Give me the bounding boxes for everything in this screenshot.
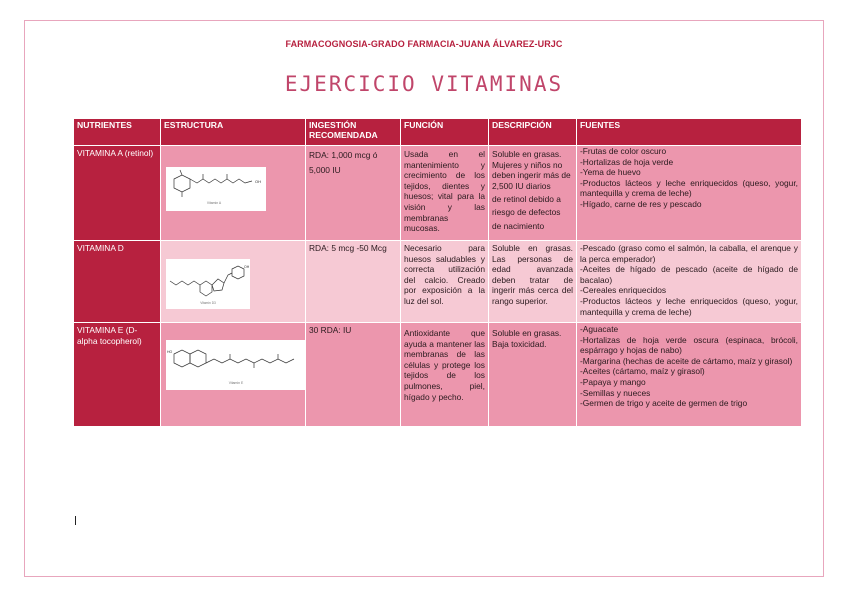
ingestion-line: 30 RDA: IU bbox=[309, 325, 352, 335]
description-cell bbox=[489, 146, 577, 241]
description-cell bbox=[489, 241, 577, 323]
function-cell: Antioxidante que ayuda a mantener las membranas de las células y protege los tejidos de los pulmones, piel, hígado y pecho. bbox=[401, 323, 489, 427]
text-cursor[interactable] bbox=[75, 516, 76, 525]
source-item: -Margarina (hechas de aceite de cártamo, maíz y girasol) bbox=[580, 355, 793, 366]
source-item: -Aceites (cártamo, maíz y girasol) bbox=[580, 366, 705, 377]
svg-text:HO: HO bbox=[167, 350, 173, 354]
source-item: -Yema de huevo bbox=[580, 167, 641, 178]
column-header-fuentes: FUENTES bbox=[577, 119, 802, 146]
table-row bbox=[74, 323, 802, 427]
column-header-funcion: FUNCIÓN bbox=[401, 119, 489, 146]
source-item: -Productos lácteos y leche enriquecidos (queso, yogur, mantequilla y crema de leche) bbox=[580, 177, 798, 199]
nutrient-name: VITAMINA E (D-alpha tocopherol) bbox=[74, 323, 161, 427]
function-cell: Necesario para huesos saludables y correcta utilización del calcio. Creado por exposición a la luz del sol. bbox=[401, 241, 489, 323]
nutrient-name: VITAMINA A (retinol) bbox=[74, 146, 161, 241]
function-cell: Usada en el mantenimiento y crecimiento de los tejidos, dientes y huesos; vital para la visión y las membranas mucosas. bbox=[401, 146, 489, 241]
structure-caption: Vitamin E bbox=[228, 381, 244, 385]
description-cell bbox=[489, 323, 577, 427]
document-title: EJERCICIO VITAMINAS bbox=[284, 72, 564, 96]
source-item: -Hortalizas de hoja verde bbox=[580, 156, 674, 167]
table-row bbox=[74, 241, 802, 323]
source-item: -Hortalizas de hoja verde oscura (espinaca, brócoli, espárrago y hojas de nabo) bbox=[580, 334, 798, 356]
ingestion-cell bbox=[306, 241, 401, 323]
vitamin-a-structure-image bbox=[166, 167, 266, 211]
description-line: de nacimiento bbox=[492, 221, 545, 232]
column-header-nutrientes: NUTRIENTES bbox=[74, 119, 161, 146]
source-item: -Hígado, carne de res y pescado bbox=[580, 198, 702, 209]
source-item: -Frutas de color oscuro bbox=[580, 146, 667, 156]
table-header-row bbox=[74, 119, 802, 146]
source-item: -Germen de trigo y aceite de germen de trigo bbox=[580, 398, 748, 409]
column-header-ingestion: INGESTIÓN RECOMENDADA bbox=[306, 119, 401, 146]
vitamins-table bbox=[73, 118, 802, 427]
source-item: -Pescado (graso como el salmón, la caballa, el arenque y la perca emperador) bbox=[580, 243, 798, 264]
ingestion-line: 5,000 IU bbox=[309, 165, 341, 175]
ingestion-cell bbox=[306, 146, 401, 241]
source-item: -Productos lácteos y leche enriquecidos (queso, yogur, mantequilla y crema de leche) bbox=[580, 295, 798, 317]
description-line: Soluble en grasas. Mujeres y niños no deben ingerir más de 2,500 IU diarios bbox=[492, 149, 571, 191]
structure-cell bbox=[161, 146, 306, 241]
structure-cell bbox=[161, 241, 306, 323]
sources-cell bbox=[577, 146, 802, 241]
ingestion-line: RDA: 5 mcg -50 Mcg bbox=[309, 243, 387, 253]
ingestion-cell bbox=[306, 323, 401, 427]
description-line: Soluble en grasas. Las personas de edad avanzada deben tratar de ingerir más cerca del rango superior. bbox=[492, 243, 573, 306]
sources-cell bbox=[577, 241, 802, 323]
column-header-estructura: ESTRUCTURA bbox=[161, 119, 306, 146]
structure-caption: Vitamin D3 bbox=[200, 301, 216, 305]
ingestion-line: RDA: 1,000 mcg ó bbox=[309, 150, 378, 160]
source-item: -Aguacate bbox=[580, 324, 619, 334]
nutrient-name: VITAMINA D bbox=[74, 241, 161, 323]
column-header-descripcion: DESCRIPCIÓN bbox=[489, 119, 577, 146]
svg-text:OH: OH bbox=[244, 265, 250, 269]
document-header: FARMACOGNOSIA-GRADO FARMACIA-JUANA ÁLVAREZ-URJC bbox=[285, 39, 563, 49]
description-line: de retinol debido a riesgo de defectos bbox=[492, 194, 561, 218]
description-line: Soluble en grasas. Baja toxicidad. bbox=[492, 328, 562, 349]
svg-text:OH: OH bbox=[255, 179, 261, 184]
source-item: -Papaya y mango bbox=[580, 376, 646, 387]
sources-cell bbox=[577, 323, 802, 427]
source-item: -Aceites de hígado de pescado (aceite de hígado de bacalao) bbox=[580, 264, 798, 285]
source-item: -Semillas y nueces bbox=[580, 387, 651, 398]
source-item: -Cereales enriquecidos bbox=[580, 285, 667, 296]
vitamin-e-structure-image bbox=[166, 340, 306, 390]
table-row bbox=[74, 146, 802, 241]
vitamin-d-structure-image bbox=[166, 259, 250, 309]
structure-cell bbox=[161, 323, 306, 427]
structure-caption: Vitamin A bbox=[206, 201, 222, 205]
